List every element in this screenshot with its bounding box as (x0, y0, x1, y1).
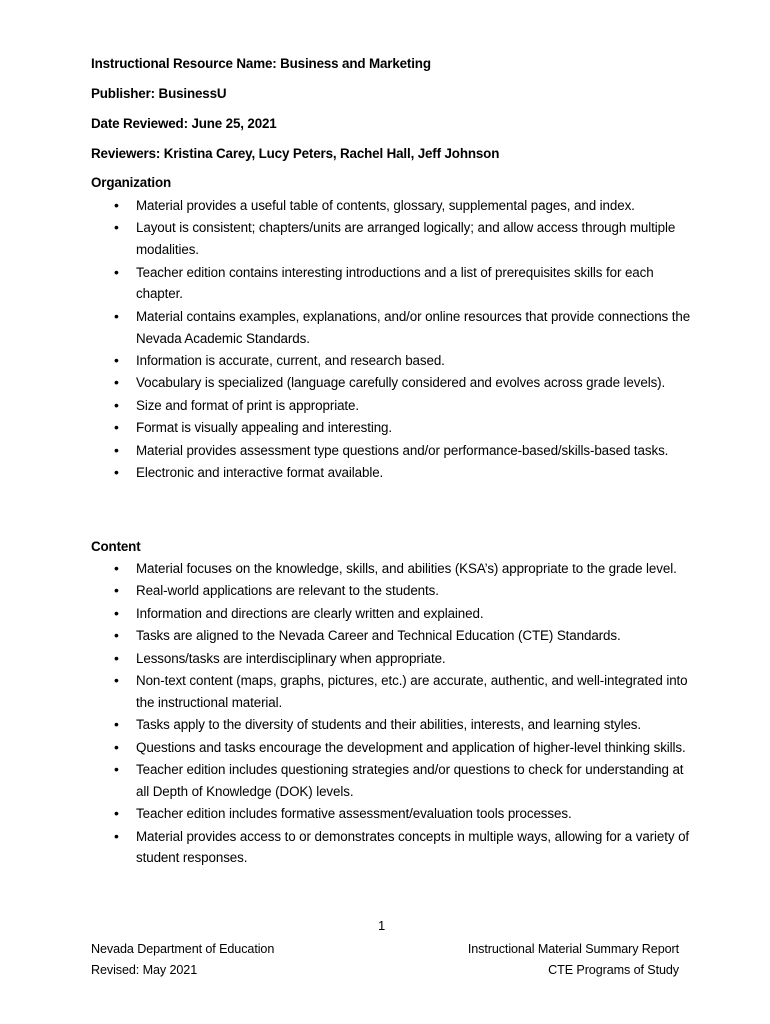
publisher: Publisher: BusinessU (91, 86, 227, 101)
list-item: • Material provides a useful table of contents, glossary, supplemental pages, and index. (0, 195, 692, 217)
list-item: • Material contains examples, explanations, and/or online resources that provide connections the Nevada Academic Standards. (0, 306, 692, 350)
list-item: • Teacher edition contains interesting introductions and a list of prerequisites skills for each chapter. (0, 262, 692, 306)
list-item: • Information is accurate, current, and research based. (0, 350, 692, 372)
list-item: • Teacher edition includes questioning strategies and/or questions to check for understanding at all Depth of Knowledge (DOK) levels. (0, 759, 692, 803)
footer-left-line2: Revised: May 2021 (91, 963, 198, 977)
list-item: • Tasks apply to the diversity of students and their abilities, interests, and learning styles. (0, 714, 692, 736)
footer-right-line1: Instructional Material Summary Report (467, 942, 679, 956)
list-item: • Information and directions are clearly written and explained. (0, 603, 692, 625)
list-item: • Size and format of print is appropriate. (0, 395, 692, 417)
organization-list (0, 195, 770, 484)
list-item: • Format is visually appealing and interesting. (0, 417, 692, 439)
list-item: • Material provides access to or demonstrates concepts in multiple ways, allowing for a variety of student responses. (0, 826, 692, 870)
section-title-organization: Organization (91, 175, 172, 190)
list-item: • Electronic and interactive format available. (0, 462, 692, 484)
list-item: • Teacher edition includes formative assessment/evaluation tools processes. (0, 803, 692, 825)
list-item: • Tasks are aligned to the Nevada Career and Technical Education (CTE) Standards. (0, 625, 692, 647)
page-number: 1 (378, 918, 386, 933)
list-item: • Real-world applications are relevant to the students. (0, 580, 692, 602)
content-list (0, 558, 770, 870)
list-item: • Vocabulary is specialized (language carefully considered and evolves across grade levels). (0, 372, 692, 394)
list-item: • Questions and tasks encourage the development and application of higher-level thinking skills. (0, 737, 692, 759)
reviewers: Reviewers: Kristina Carey, Lucy Peters, Rachel Hall, Jeff Johnson (91, 146, 500, 161)
resource-name: Instructional Resource Name: Business and Marketing (91, 56, 431, 71)
list-item: • Lessons/tasks are interdisciplinary when appropriate. (0, 648, 692, 670)
footer-left-line1: Nevada Department of Education (91, 942, 275, 956)
list-item: • Non-text content (maps, graphs, pictures, etc.) are accurate, authentic, and well-integrated into the instructional material. (0, 670, 692, 714)
section-title-content: Content (91, 539, 141, 554)
list-item: • Layout is consistent; chapters/units are arranged logically; and allow access through multiple modalities. (0, 217, 692, 261)
list-item: • Material focuses on the knowledge, skills, and abilities (KSA’s) appropriate to the grade level. (0, 558, 692, 580)
footer-right-line2: CTE Programs of Study (548, 963, 679, 977)
date-reviewed: Date Reviewed: June 25, 2021 (91, 116, 277, 131)
list-item: • Material provides assessment type questions and/or performance-based/skills-based tasks. (0, 440, 692, 462)
